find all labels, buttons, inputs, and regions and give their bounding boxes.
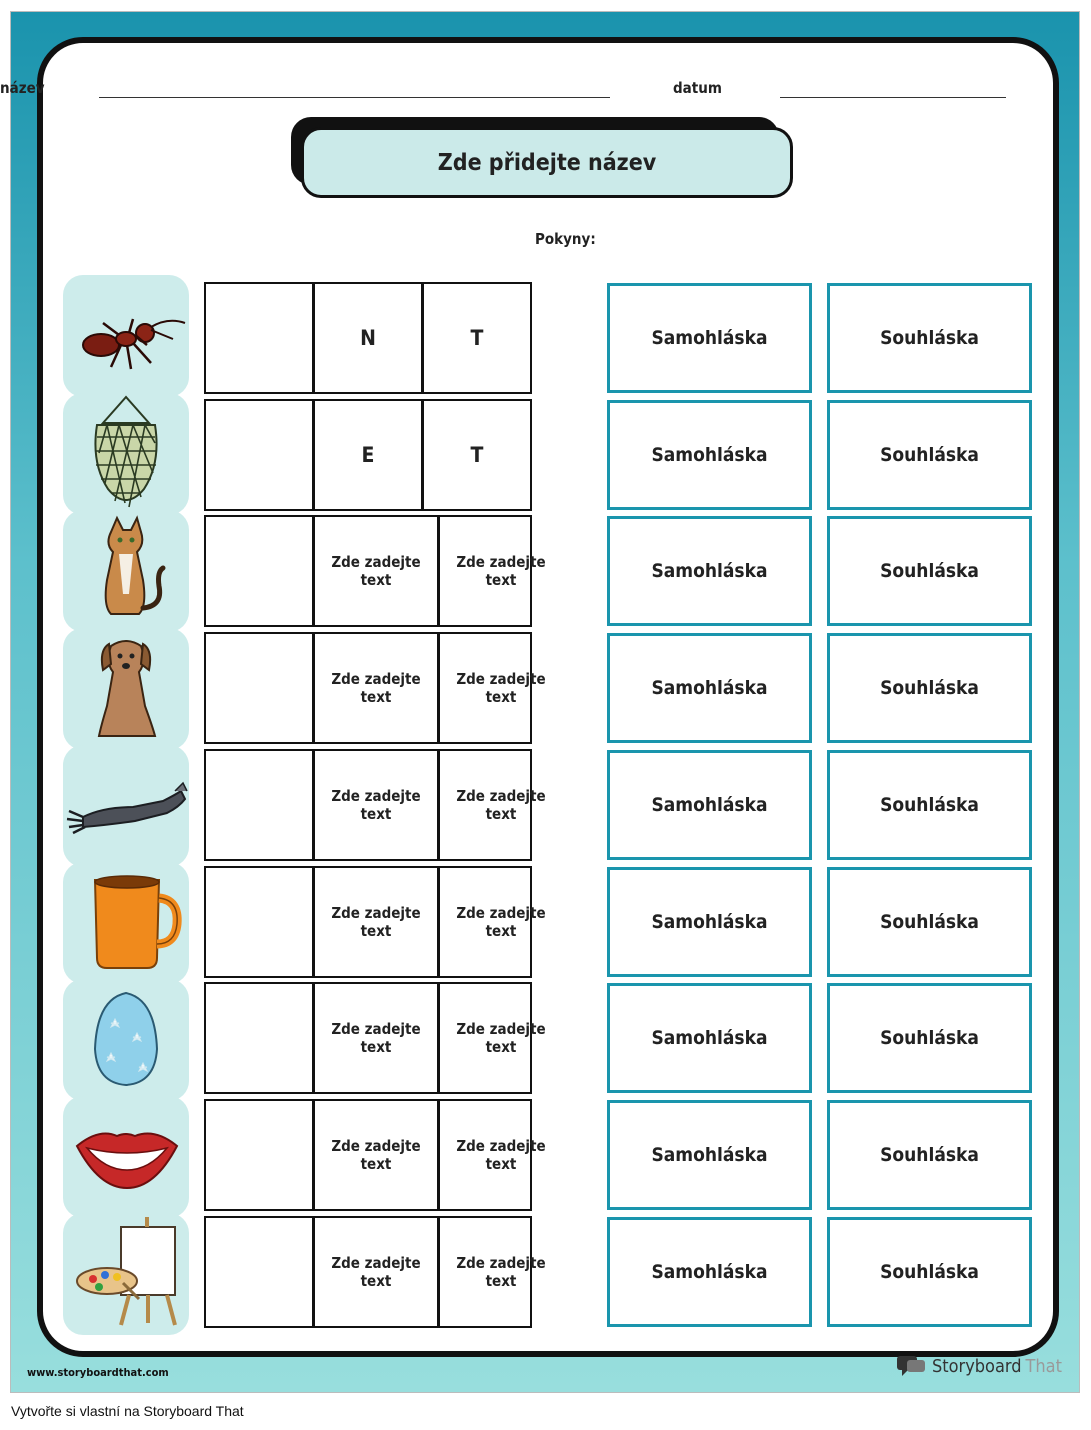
dog-icon	[63, 628, 189, 750]
letter-cell-3[interactable]: T	[470, 443, 484, 467]
letter-grid-row	[204, 632, 546, 744]
letter-cell-1[interactable]	[206, 1218, 315, 1326]
consonant-choice-box[interactable]: Souhláska	[827, 633, 1032, 743]
mug-icon	[63, 862, 189, 984]
name-line[interactable]	[99, 97, 610, 98]
vowel-choice-box[interactable]: Samohláska	[607, 867, 812, 977]
picture-cell	[63, 510, 189, 632]
picture-cell	[63, 862, 189, 984]
consonant-choice-box[interactable]: Souhláska	[827, 516, 1032, 626]
consonant-choice-box[interactable]: Souhláska	[827, 283, 1032, 393]
consonant-choice-box[interactable]: Souhláska	[827, 1217, 1032, 1327]
letter-cell-2[interactable]: Zde zadejte text	[315, 1218, 440, 1326]
logo-word-that: That	[1025, 1355, 1062, 1377]
letter-cell-1[interactable]	[206, 517, 315, 625]
letter-grid-row	[204, 1216, 546, 1328]
consonant-choice-box[interactable]: Souhláska	[827, 400, 1032, 510]
vowel-choice-box[interactable]: Samohláska	[607, 983, 812, 1093]
speech-bubble-icon	[896, 1354, 928, 1378]
name-label: název	[0, 79, 45, 97]
picture-cell	[63, 745, 189, 867]
picture-cell	[63, 1213, 189, 1335]
letter-cell-1[interactable]	[206, 634, 315, 742]
logo-word-storyboard: Storyboard	[932, 1355, 1022, 1377]
easel-icon	[63, 1213, 189, 1335]
letter-grid-row	[204, 866, 546, 978]
consonant-choice-box[interactable]: Souhláska	[827, 983, 1032, 1093]
date-line[interactable]	[780, 97, 1006, 98]
letter-grid-row	[204, 749, 546, 861]
consonant-choice-box[interactable]: Souhláska	[827, 1100, 1032, 1210]
vowel-choice-box[interactable]: Samohláska	[607, 400, 812, 510]
letter-cell-2[interactable]: Zde zadejte text	[315, 868, 440, 976]
letter-cell-3[interactable]: Zde zadejte text	[456, 904, 546, 940]
letter-cell-3[interactable]: Zde zadejte text	[456, 1020, 546, 1056]
letter-cell-3[interactable]: Zde zadejte text	[456, 787, 546, 823]
picture-cell	[63, 628, 189, 750]
letter-grid-row	[204, 982, 546, 1094]
letter-cell-2[interactable]: N	[315, 284, 424, 392]
letter-cell-1[interactable]	[206, 401, 315, 509]
footer-url[interactable]: www.storyboardthat.com	[27, 1366, 169, 1379]
lips-icon	[63, 1096, 189, 1218]
letter-grid-row	[204, 282, 532, 394]
picture-cell	[63, 275, 189, 397]
picture-cell	[63, 979, 189, 1101]
letter-cell-2[interactable]: Zde zadejte text	[315, 634, 440, 742]
letter-cell-1[interactable]	[206, 868, 315, 976]
ant-icon	[63, 275, 189, 397]
letter-cell-3[interactable]: T	[470, 326, 484, 350]
letter-cell-1[interactable]	[206, 984, 315, 1092]
consonant-choice-box[interactable]: Souhláska	[827, 750, 1032, 860]
picture-cell	[63, 393, 189, 515]
letter-cell-1[interactable]	[206, 751, 315, 859]
letter-cell-2[interactable]: Zde zadejte text	[315, 517, 440, 625]
date-label: datum	[673, 79, 722, 97]
letter-cell-2[interactable]: Zde zadejte text	[315, 984, 440, 1092]
vowel-choice-box[interactable]: Samohláska	[607, 1100, 812, 1210]
letter-cell-3[interactable]: Zde zadejte text	[456, 1254, 546, 1290]
letter-cell-2[interactable]: Zde zadejte text	[315, 751, 440, 859]
letter-cell-3[interactable]: Zde zadejte text	[456, 670, 546, 706]
letter-cell-2[interactable]: E	[315, 401, 424, 509]
letter-grid-row	[204, 515, 546, 627]
cat-icon	[63, 510, 189, 632]
arm-icon	[63, 745, 189, 867]
page-title[interactable]: Zde přidejte název	[301, 127, 793, 198]
letter-grid-row	[204, 399, 532, 511]
vowel-choice-box[interactable]: Samohláska	[607, 1217, 812, 1327]
letter-grid-row	[204, 1099, 546, 1211]
storyboardthat-logo[interactable]	[896, 1354, 1062, 1378]
letter-cell-3[interactable]: Zde zadejte text	[456, 1137, 546, 1173]
bottom-caption[interactable]: Vytvořte si vlastní na Storyboard That	[11, 1403, 244, 1419]
letter-cell-1[interactable]	[206, 284, 315, 392]
vowel-choice-box[interactable]: Samohláska	[607, 750, 812, 860]
vowel-choice-box[interactable]: Samohláska	[607, 516, 812, 626]
vowel-choice-box[interactable]: Samohláska	[607, 283, 812, 393]
letter-cell-1[interactable]	[206, 1101, 315, 1209]
picture-cell	[63, 1096, 189, 1218]
egg-icon	[63, 979, 189, 1101]
consonant-choice-box[interactable]: Souhláska	[827, 867, 1032, 977]
letter-cell-2[interactable]: Zde zadejte text	[315, 1101, 440, 1209]
letter-cell-3[interactable]: Zde zadejte text	[456, 553, 546, 589]
instructions-label: Pokyny:	[535, 230, 596, 248]
net-icon	[63, 393, 189, 515]
vowel-choice-box[interactable]: Samohláska	[607, 633, 812, 743]
